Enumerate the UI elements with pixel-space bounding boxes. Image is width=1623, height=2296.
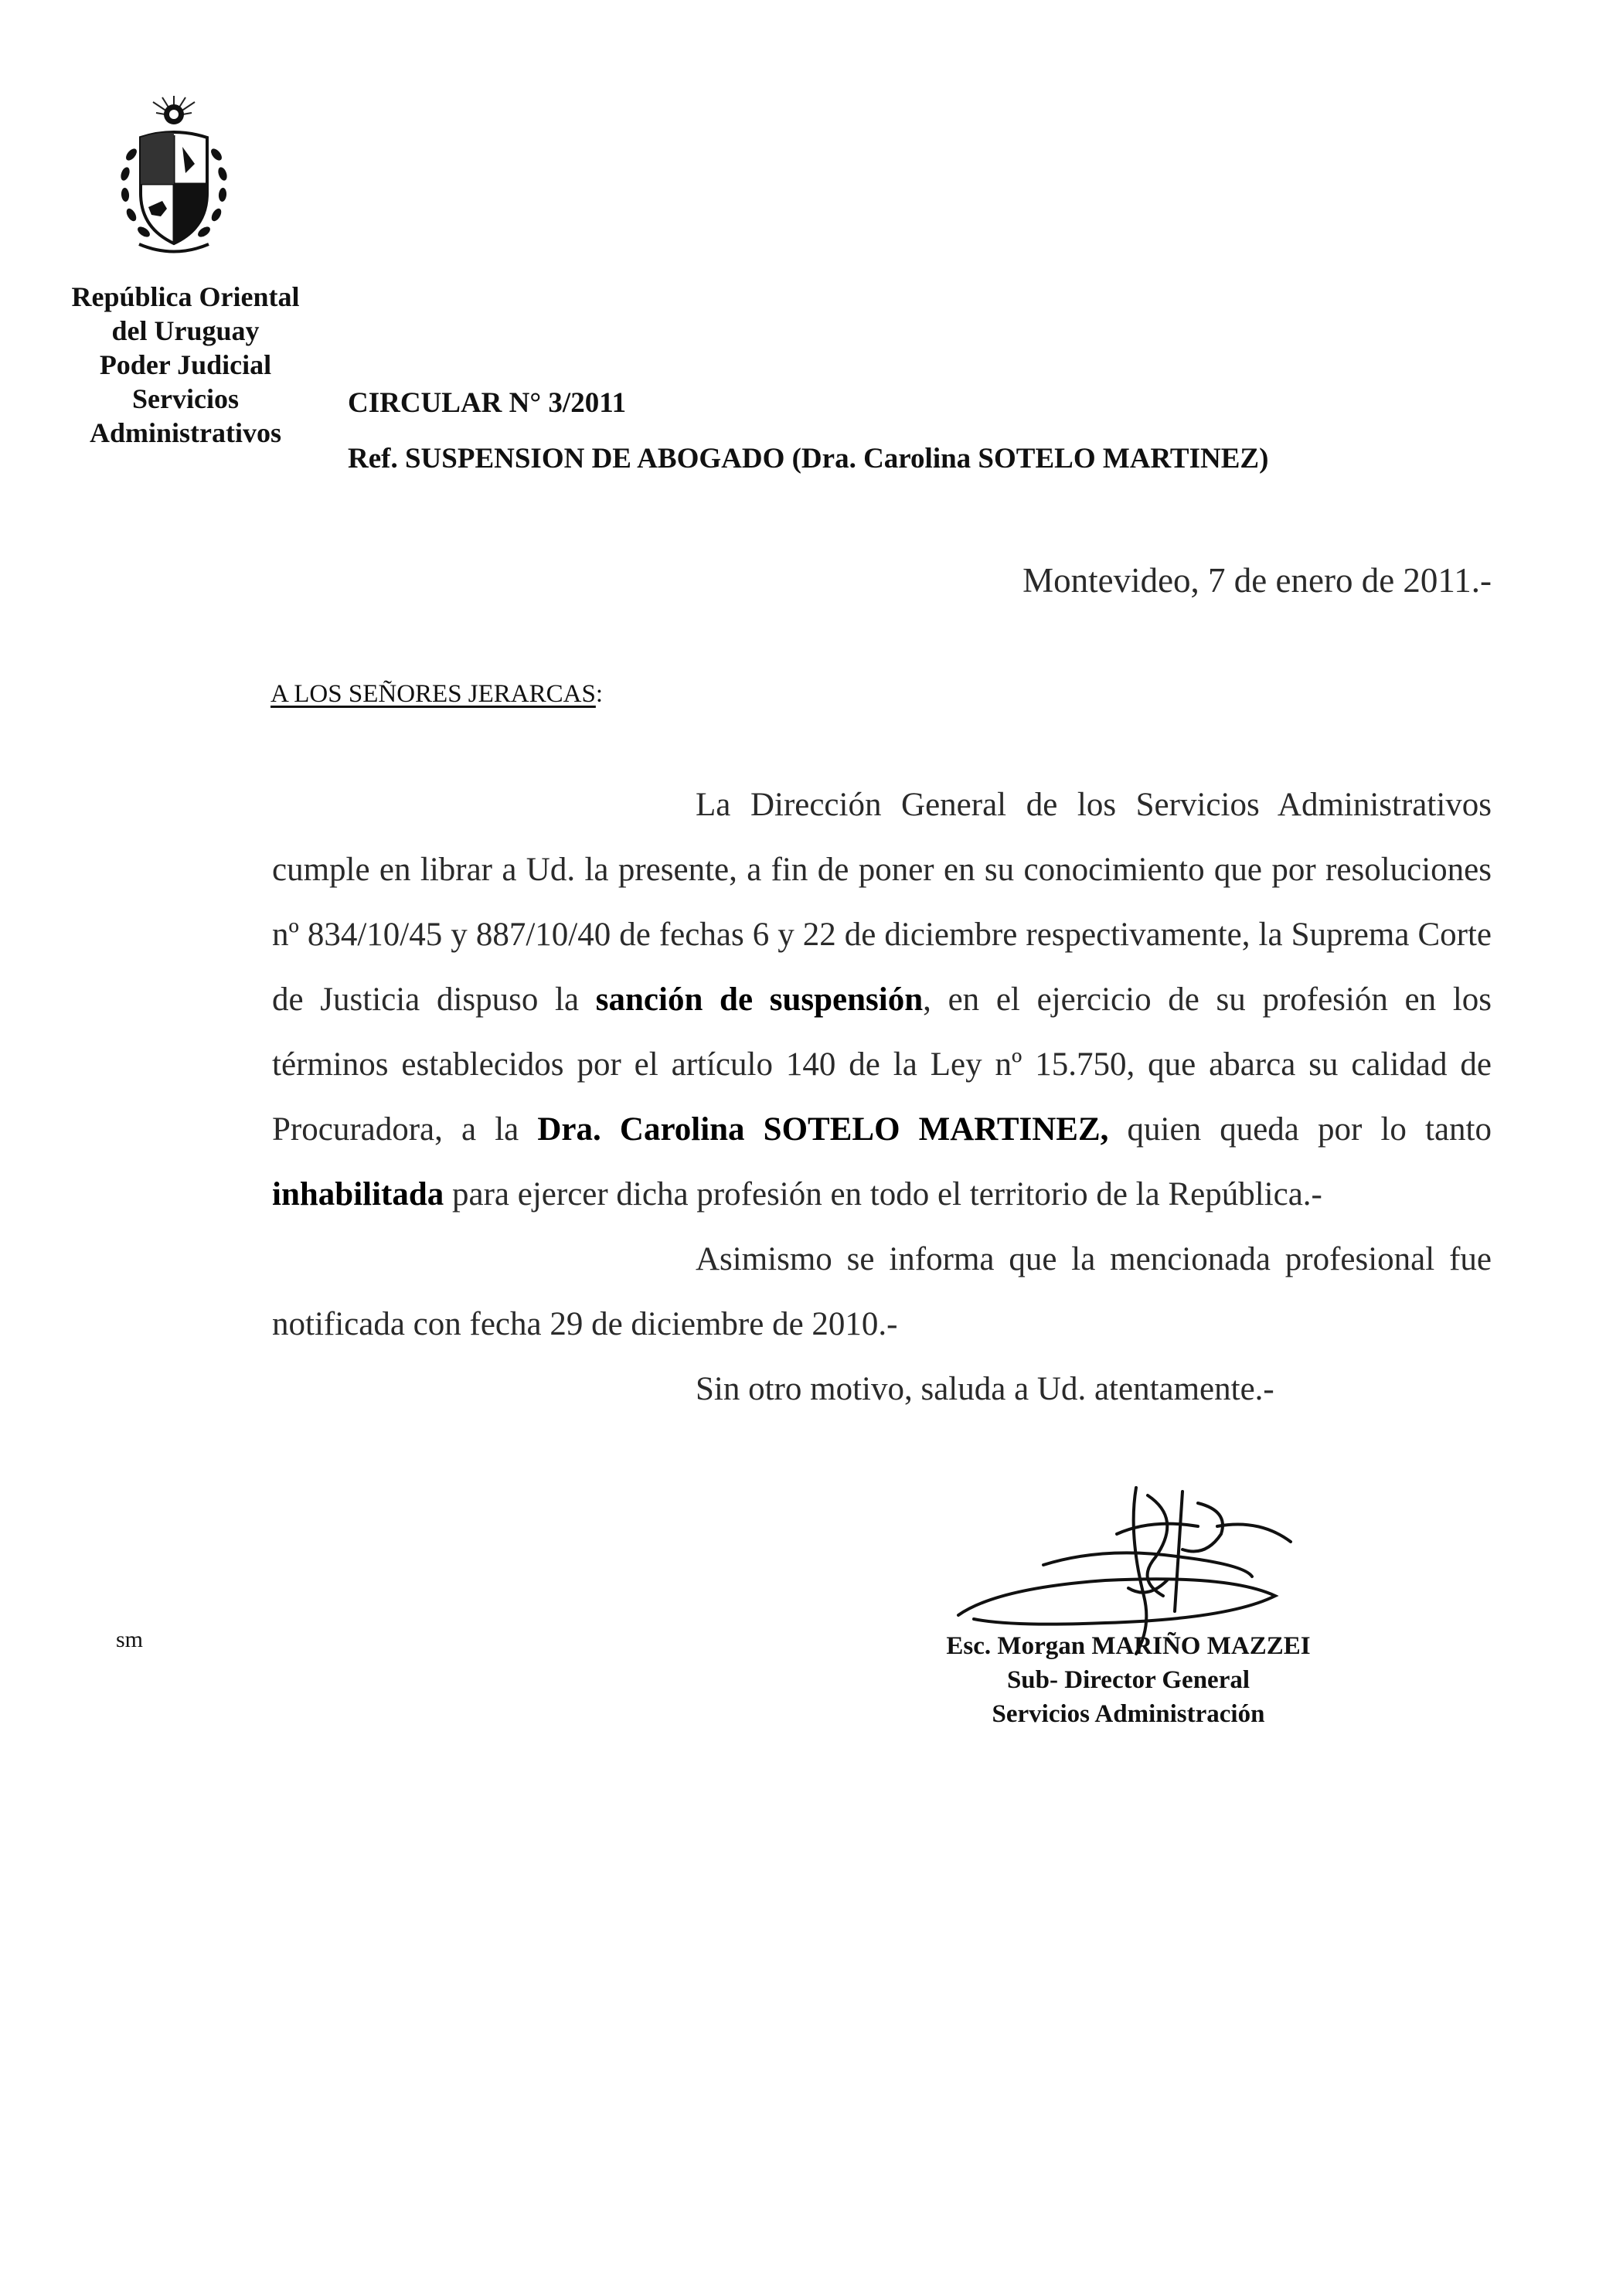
signer-block [866,1629,1391,1731]
institution-line: del Uruguay [111,315,260,346]
signer-office: Servicios Administración [992,1700,1265,1728]
coat-of-arms-icon [108,93,240,259]
institution-block [43,280,328,450]
circular-number: CIRCULAR N° 3/2011 [348,387,627,419]
body-text: La Dirección General de los Servicios Administrativos cumple en librar a Ud. la presente, a fin de poner en su conocimiento que por resoluciones nº 834/10/45 y 887/10/40 de fechas 6 y 22 de diciembre respectivamente, la Suprema Corte de Justicia dispuso la [272,787,1492,1018]
institution-line: Servicios [132,383,239,414]
institution-line: Poder Judicial [99,349,272,380]
institution-line: Administrativos [89,417,281,448]
closing-line: Sin otro motivo, saluda a Ud. atentamente.- [696,1371,1274,1407]
signer-title: Sub- Director General [1006,1666,1250,1694]
body-paragraph-2: Asimismo se informa que la mencionada profesional fue notificada con fecha 29 de diciembre de 2010.- [272,1241,1492,1342]
reference-line: Ref. SUSPENSION DE ABOGADO (Dra. Carolina SOTELO MARTINEZ) [348,443,1269,475]
institution-line: República Oriental [71,281,300,312]
body-paragraph-1 [272,773,1492,1227]
typist-initials: sm [116,1627,144,1652]
body-bold-disqualified: inhabilitada [272,1176,444,1213]
salutation-colon: : [595,680,604,708]
body-bold-sanction: sanción de suspensión [595,981,924,1018]
date-line: Montevideo, 7 de enero de 2011.- [1022,561,1492,600]
letter-body [272,773,1492,1422]
signer-name: Esc. Morgan MARIÑO MAZZEI [946,1632,1311,1660]
body-bold-name: Dra. Carolina SOTELO MARTINEZ, [537,1111,1109,1148]
body-text: para ejercer dicha profesión en todo el territorio de la República.- [444,1176,1322,1213]
body-text: quien queda por lo tanto [1108,1111,1492,1148]
salutation-text: A LOS SEÑORES JERARCAS [270,680,596,708]
body-text: , en el ejercicio de su profesión en los términos establecidos por el artículo 140 de la Ley nº 15.750, que abarca su calidad de Procuradora, a la [272,981,1492,1148]
salutation [270,680,603,709]
